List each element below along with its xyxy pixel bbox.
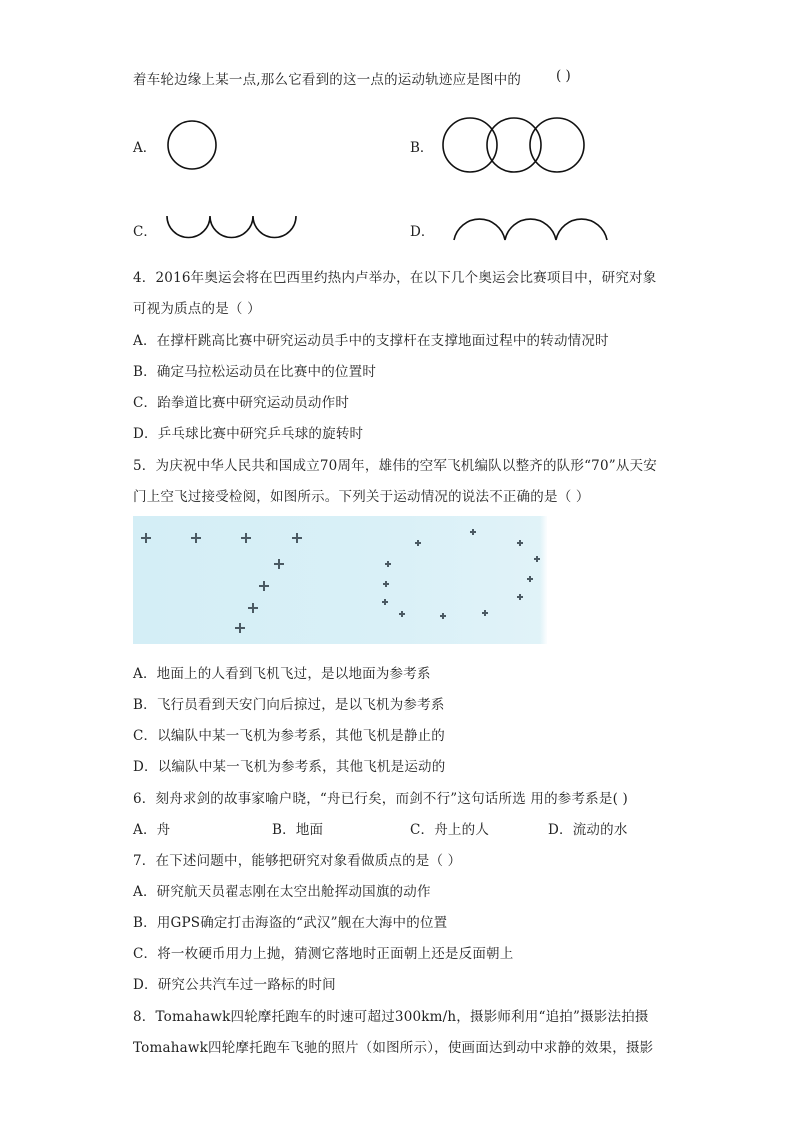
q5-formation-photo xyxy=(133,516,547,644)
q5-option-a: A．地面上的人看到飞机飞过，是以地面为参考系 xyxy=(133,666,431,682)
plane-icon xyxy=(141,533,151,543)
q6-option-c: C．舟上的人 xyxy=(410,822,490,838)
q8-stem-line1: 8．Tomahawk四轮摩托跑车的时速可超过300km/h，摄影师利用“追拍”摄影法拍摄 xyxy=(133,1009,649,1025)
q7-stem: 7．在下述问题中，能够把研究对象看做质点的是（ ） xyxy=(133,853,462,869)
q4-stem-line2: 可视为质点的是（ ） xyxy=(133,301,261,317)
q3-figure-c-scallops xyxy=(165,212,299,242)
q3-option-c-label: C． xyxy=(133,224,157,240)
q5-option-d: D．以编队中某一飞机为参考系，其他飞机是运动的 xyxy=(133,759,446,775)
plane-icon xyxy=(517,594,523,600)
q4-stem-line1: 4．2016年奥运会将在巴西里约热内卢举办，在以下几个奥运会比赛项目中，研究对象 xyxy=(133,270,657,286)
plane-icon xyxy=(440,613,446,619)
plane-icon xyxy=(527,576,533,582)
plane-icon xyxy=(482,610,488,616)
q3-figure-d-arches xyxy=(451,210,613,242)
plane-icon xyxy=(385,561,391,567)
plane-icon xyxy=(292,533,302,543)
plane-icon xyxy=(274,559,284,569)
photo-edge-fade xyxy=(540,516,548,644)
q6-option-b: B．地面 xyxy=(272,822,324,838)
q3-stem: 着车轮边缘上某一点,那么它看到的这一点的运动轨迹应是图中的 xyxy=(133,72,522,88)
q4-option-b: B．确定马拉松运动员在比赛中的位置时 xyxy=(133,364,377,380)
q3-option-b-label: B． xyxy=(410,140,434,156)
plane-icon xyxy=(382,599,388,605)
q3-figure-a-circle xyxy=(165,118,219,172)
plane-icon xyxy=(399,611,405,617)
q7-option-c: C．将一枚硬币用力上抛，猜测它落地时正面朝上还是反面朝上 xyxy=(133,946,514,962)
plane-icon xyxy=(415,540,421,546)
q8-stem-line2: Tomahawk四轮摩托跑车飞驰的照片（如图所示），使画面达到动中求静的效果，摄影 xyxy=(133,1040,654,1056)
q5-stem-line2: 门上空飞过接受检阅，如图所示。下列关于运动情况的说法不正确的是（ ） xyxy=(133,489,590,505)
plane-icon xyxy=(259,581,269,591)
q6-option-a: A．舟 xyxy=(133,822,171,838)
q6-option-d: D．流动的水 xyxy=(548,822,628,838)
q3-option-d-label: D． xyxy=(410,224,435,240)
plane-icon xyxy=(241,533,251,543)
q3-figure-b-overlapping-circles xyxy=(440,114,588,176)
q4-option-c: C．跆拳道比赛中研究运动员动作时 xyxy=(133,395,350,411)
q7-option-b: B．用GPS确定打击海盗的“武汉”舰在大海中的位置 xyxy=(133,915,448,931)
q3-option-a-label: A． xyxy=(133,140,157,156)
plane-icon xyxy=(470,529,476,535)
q4-option-d: D．乒乓球比赛中研究乒乓球的旋转时 xyxy=(133,426,364,442)
plane-icon xyxy=(235,623,245,633)
q5-option-b: B．飞行员看到天安门向后掠过，是以飞机为参考系 xyxy=(133,697,445,713)
q4-option-a: A．在撑杆跳高比赛中研究运动员手中的支撑杆在支撑地面过程中的转动情况时 xyxy=(133,333,609,349)
plane-icon xyxy=(383,581,389,587)
q6-stem: 6．刻舟求剑的故事家喻户晓，“舟已行矣，而剑不行”这句话所选 用的参考系是( ) xyxy=(133,791,629,807)
q5-option-c: C．以编队中某一飞机为参考系，其他飞机是静止的 xyxy=(133,728,445,744)
q3-answer-paren: ( ) xyxy=(556,68,571,84)
q7-option-a: A．研究航天员翟志刚在太空出舱挥动国旗的动作 xyxy=(133,884,431,900)
q7-option-d: D．研究公共汽车过一路标的时间 xyxy=(133,977,336,993)
q5-stem-line1: 5．为庆祝中华人民共和国成立70周年，雄伟的空军飞机编队以整齐的队形“70”从天安 xyxy=(133,458,657,474)
plane-icon xyxy=(191,533,201,543)
plane-icon xyxy=(248,603,258,613)
plane-icon xyxy=(517,540,523,546)
